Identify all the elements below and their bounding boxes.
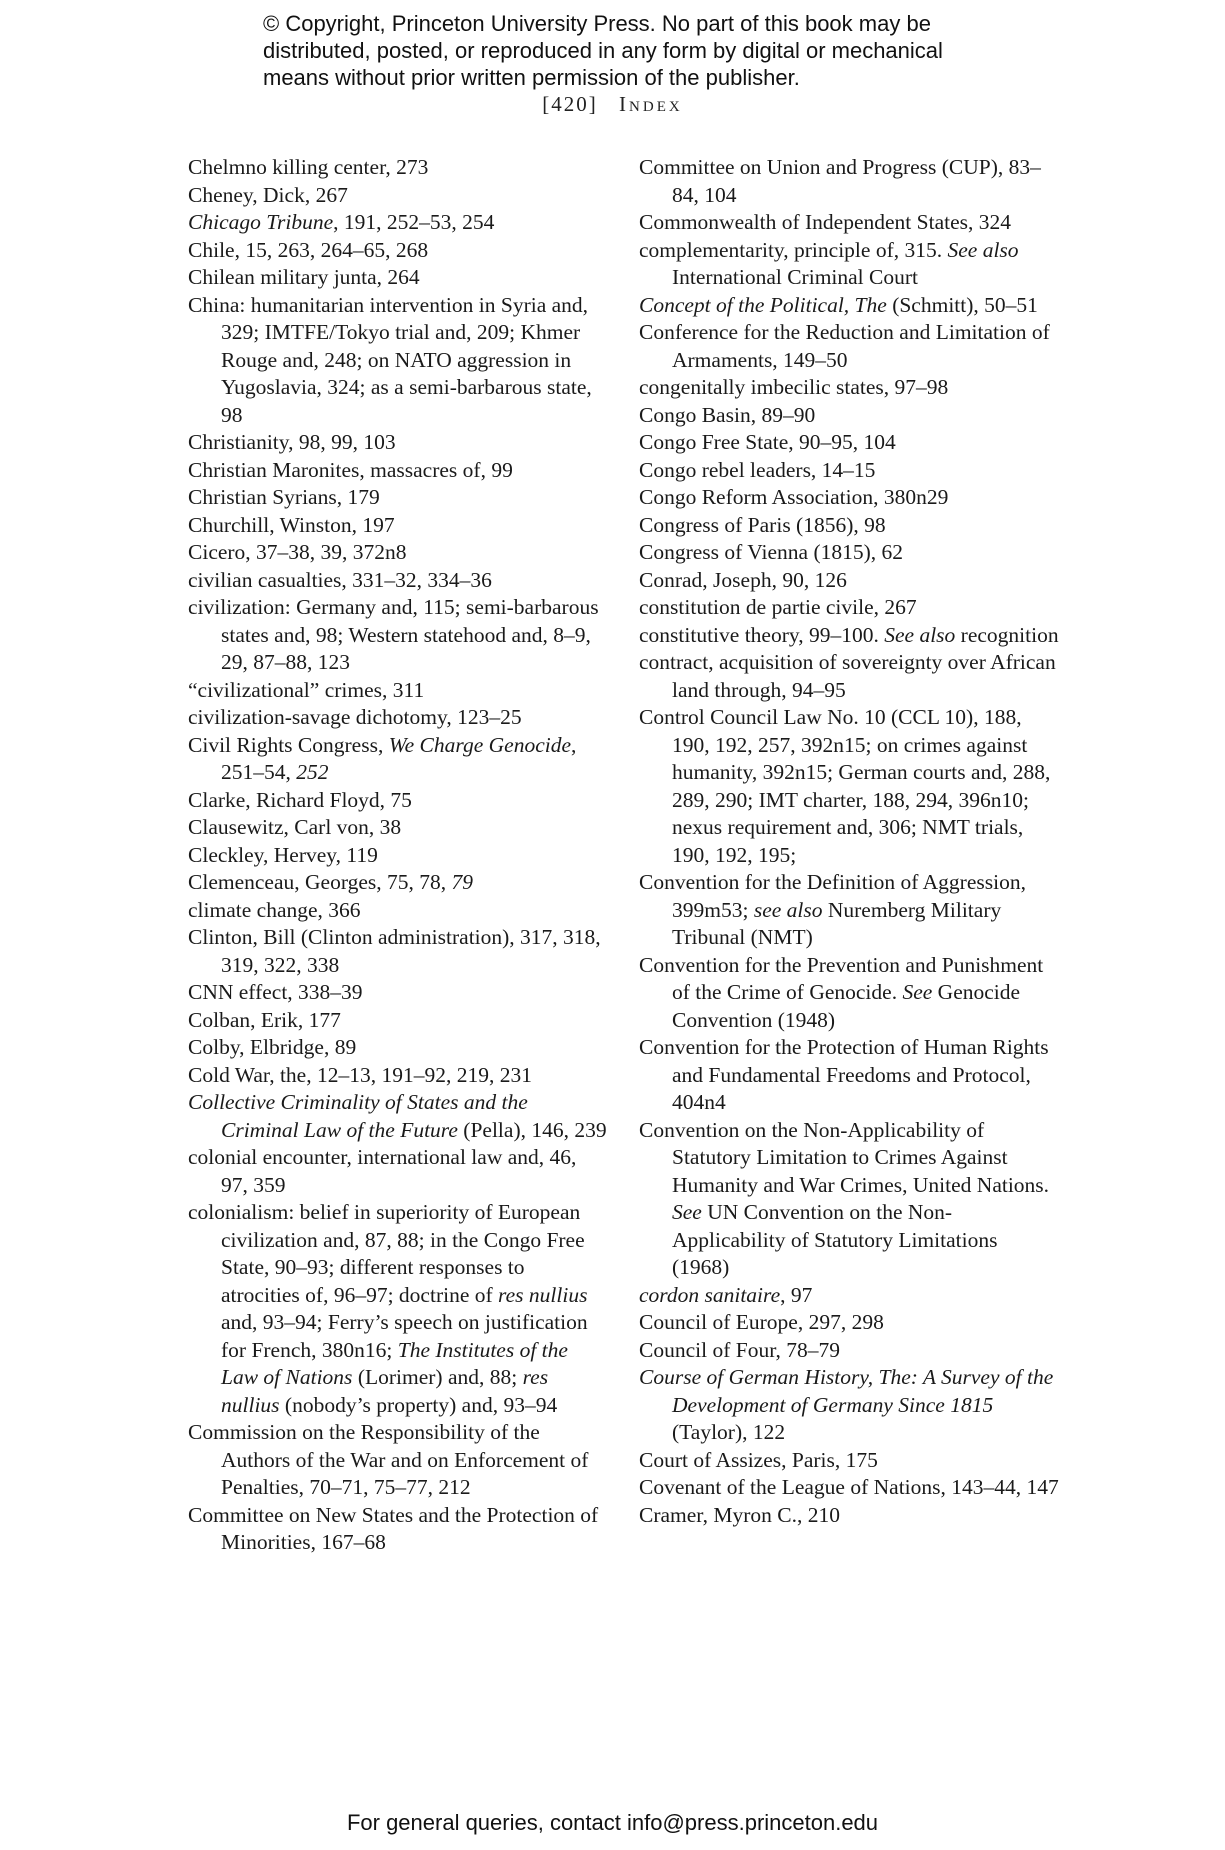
index-entry-text: , 251–54, — [221, 732, 577, 784]
index-entry-text: UN Convention on the Non-Applicability of Statutory Limitations (1968) — [672, 1200, 998, 1279]
index-entry-text: (Schmitt), 50–51 — [886, 292, 1038, 317]
index-entry-text: (Pella), 146, 239 — [457, 1117, 607, 1142]
index-entry — [639, 649, 1059, 704]
index-entry-text: civilization-savage dichotomy, 123–25 — [188, 705, 522, 729]
index-entry-text: Christian Maronites, massacres of, 99 — [188, 457, 513, 482]
index-entry-text: and, 93–94; Ferry’s speech on justification for French, 380n16; — [221, 1310, 588, 1362]
index-entry-text: civilian casualties, 331–32, 334–36 — [188, 567, 492, 592]
index-entry-text: Control Council Law No. 10 (CCL 10), 188, 190, 192, 257, 392n15; on crimes against humanity, 392n15; German courts and, 288, 289, 290; IMT charter, 188, 294, 396n10; nexus requirement and, 306; NMT trials, 190, 192, 195; — [639, 705, 1051, 867]
index-entry-text: Christian Syrians, 179 — [188, 485, 380, 509]
index-entry — [639, 429, 1059, 457]
index-entry — [639, 1447, 1059, 1475]
index-entry — [639, 209, 1059, 237]
footer-contact: For general queries, contact info@press.princeton.edu — [346, 1810, 879, 1835]
index-entry-text: Court of Assizes, Paris, 175 — [639, 1447, 878, 1472]
copyright-notice — [263, 10, 1023, 91]
index-entry-text: colonial encounter, international law and, 46, 97, 359 — [188, 1145, 577, 1197]
index-entry-italic: see also — [753, 897, 823, 922]
index-entry — [639, 1282, 1059, 1310]
index-entry-text: Churchill, Winston, 197 — [188, 512, 395, 537]
index-entry-text: Clarke, Richard Floyd, 75 — [188, 787, 412, 812]
index-entry — [639, 1034, 1059, 1117]
index-entry-italic: Course of German History, The: A Survey of the Development of Germany Since 1815 — [639, 1365, 1054, 1417]
index-entry-text: Cicero, 37–38, 39, 372n8 — [188, 540, 407, 564]
index-entry — [639, 539, 1059, 567]
index-entry-italic: 252 — [296, 760, 329, 784]
index-entry-text: Colban, Erik, 177 — [188, 1007, 341, 1032]
index-entry — [188, 209, 608, 237]
running-head-title: Index — [619, 92, 683, 116]
index-entry-text: Civil Rights Congress, — [188, 732, 389, 757]
index-entry-text: Chile, 15, 263, 264–65, 268 — [188, 237, 429, 262]
index-entry-italic: See — [672, 1200, 702, 1224]
index-entry-text: Committee on New States and the Protection of Minorities, 167–68 — [188, 1502, 599, 1554]
index-entry-text: congenitally imbecilic states, 97–98 — [639, 375, 949, 399]
index-entry — [188, 457, 608, 485]
index-entry-text: colonialism: belief in superiority of European civilization and, 87, 88; in the Congo Free State, 90–93; different responses to atrocities of, 96–97; doctrine of — [188, 1200, 585, 1307]
index-entry — [188, 979, 608, 1007]
index-entry-text: , 97 — [780, 1282, 813, 1307]
page-number: [420] — [542, 92, 598, 116]
index-entry — [639, 1364, 1059, 1447]
index-entry-text: China: humanitarian intervention in Syria and, 329; IMTFE/Tokyo trial and, 209; Khmer Rouge and, 248; on NATO aggression in Yugoslavia, 324; as a semi-barbarous state, 98 — [188, 292, 592, 427]
index-entry-text: Convention on the Non-Applicability of Statutory Limitation to Crimes Against Humanity and War Crimes, United Nations. — [639, 1117, 1050, 1197]
index-entry-text: Commonwealth of Independent States, 324 — [639, 210, 1011, 234]
index-entry-text: Cramer, Myron C., 210 — [639, 1502, 840, 1527]
index-entry-text: Clemenceau, Georges, 75, 78, — [188, 870, 452, 894]
index-entry-text: Congo Reform Association, 380n29 — [639, 485, 949, 509]
index-entry-text: Covenant of the League of Nations, 143–44, 147 — [639, 1475, 1059, 1499]
index-entry-italic: Chicago Tribune — [188, 210, 334, 234]
index-entry-italic: See also — [884, 622, 956, 647]
index-entry — [639, 869, 1059, 952]
index-entry — [188, 182, 608, 210]
index-entry — [188, 567, 608, 595]
index-entry — [639, 594, 1059, 622]
index-entry — [639, 1502, 1059, 1530]
index-entry — [639, 292, 1059, 320]
index-entry — [188, 1034, 608, 1062]
index-entry — [639, 374, 1059, 402]
index-entry — [639, 402, 1059, 430]
index-entry-text: Congo Basin, 89–90 — [639, 402, 816, 427]
index-entry-italic: Concept of the Political, The — [639, 292, 887, 317]
index-entry-text: Conference for the Reduction and Limitation of Armaments, 149–50 — [639, 320, 1050, 372]
index-entry-italic: 79 — [451, 870, 474, 894]
index-entry-italic: res nullius — [498, 1282, 588, 1307]
index-entry-text: Committee on Union and Progress (CUP), 83–84, 104 — [639, 155, 1041, 207]
index-entry-italic: res nullius — [221, 1365, 549, 1417]
index-entry-text: Conrad, Joseph, 90, 126 — [639, 567, 847, 592]
index-entry — [188, 842, 608, 870]
copyright-line: © Copyright, Princeton University Press. No part of this book may be — [263, 11, 931, 36]
index-entry — [639, 457, 1059, 485]
index-entry-italic: See also — [947, 237, 1019, 262]
index-entry-text: Clausewitz, Carl von, 38 — [188, 815, 402, 839]
index-entry — [188, 897, 608, 925]
index-entry — [188, 1199, 608, 1419]
running-head — [0, 92, 1225, 117]
index-entry-text: constitutive theory, 99–100. — [639, 622, 885, 647]
index-entry-text: Commission on the Responsibility of the Authors of the War and on Enforcement of Penalties, 70–71, 75–77, 212 — [188, 1420, 589, 1499]
index-entry-text: constitution de partie civile, 267 — [639, 595, 917, 619]
index-entry — [639, 237, 1059, 292]
index-entry — [188, 594, 608, 677]
index-entry-text: Congress of Vienna (1815), 62 — [639, 540, 904, 564]
index-entry — [188, 1089, 608, 1144]
index-entry-text: Convention for the Protection of Human Rights and Fundamental Freedoms and Protocol, 404n4 — [639, 1035, 1049, 1114]
index-entry — [639, 567, 1059, 595]
index-entry-text: Chelmno killing center, 273 — [188, 155, 429, 179]
index-entry — [639, 319, 1059, 374]
index-entry — [639, 154, 1059, 209]
index-entry-text: “civilizational” crimes, 311 — [188, 677, 425, 702]
index-entry — [639, 1474, 1059, 1502]
index-entry-text: recognition — [955, 622, 1059, 647]
index-entry-text: Genocide Convention (1948) — [672, 980, 1021, 1032]
index-entry — [188, 869, 608, 897]
index-entry — [188, 539, 608, 567]
index-entry-text: CNN effect, 338–39 — [188, 980, 363, 1004]
index-entry — [188, 677, 608, 705]
index-entry-italic: Collective Criminality of States and the Criminal Law of the Future — [188, 1090, 528, 1142]
index-entry-text: (Taylor), 122 — [672, 1420, 786, 1444]
index-entry — [639, 484, 1059, 512]
index-entry-text: Council of Europe, 297, 298 — [639, 1310, 884, 1334]
index-entry — [188, 484, 608, 512]
index-entry — [639, 1309, 1059, 1337]
index-entry-text: climate change, 366 — [188, 897, 361, 922]
index-entry — [188, 787, 608, 815]
index-entry-text: Chilean military junta, 264 — [188, 265, 420, 289]
index-entry — [188, 924, 608, 979]
index-entry-text: complementarity, principle of, 315. — [639, 237, 948, 262]
index-entry — [188, 292, 608, 430]
index-entry — [188, 237, 608, 265]
index-entry-text: Cleckley, Hervey, 119 — [188, 842, 378, 867]
index-entry-text: Convention for the Definition of Aggression, 399m53; — [639, 870, 1026, 922]
index-entry — [188, 429, 608, 457]
index-entry-italic: See — [902, 980, 933, 1004]
index-entry-text: Congo Free State, 90–95, 104 — [639, 430, 896, 454]
index-entry-text: International Criminal Court — [672, 265, 919, 289]
index-entry — [639, 952, 1059, 1035]
index-entry — [639, 622, 1059, 650]
index-entry — [639, 1117, 1059, 1282]
index-entry — [188, 1144, 608, 1199]
index-entry-text: contract, acquisition of sovereignty over African land through, 94–95 — [639, 650, 1056, 702]
index-entry-text: (Lorimer) and, 88; — [352, 1365, 523, 1389]
index-entry — [639, 512, 1059, 540]
index-entry — [188, 732, 608, 787]
index-entry-text: Convention for the Prevention and Punishment of the Crime of Genocide. — [639, 952, 1044, 1004]
index-entry — [188, 1502, 608, 1557]
index-entry-italic: We Charge Genocide — [388, 732, 572, 757]
copyright-line: distributed, posted, or reproduced in any form by digital or mechanical — [263, 38, 943, 63]
index-entry-text: (nobody’s property) and, 93–94 — [279, 1392, 558, 1417]
index-entry — [188, 264, 608, 292]
index-entry-text: Cheney, Dick, 267 — [188, 182, 348, 207]
index-entry-text: Christianity, 98, 99, 103 — [188, 430, 396, 454]
index-column-left — [188, 154, 608, 1557]
index-entry-text: Cold War, the, 12–13, 191–92, 219, 231 — [188, 1062, 532, 1087]
index-entry — [639, 704, 1059, 869]
index-entry — [188, 154, 608, 182]
index-entry-text: Congress of Paris (1856), 98 — [639, 512, 886, 537]
index-entry-text: Council of Four, 78–79 — [639, 1337, 840, 1362]
index-entry-text: Congo rebel leaders, 14–15 — [639, 457, 876, 482]
index-column-right — [639, 154, 1059, 1529]
index-entry — [188, 1062, 608, 1090]
index-entry — [188, 512, 608, 540]
index-entry — [188, 1007, 608, 1035]
copyright-line: means without prior written permission of the publisher. — [263, 65, 800, 90]
index-entry-text: , 191, 252–53, 254 — [333, 210, 495, 234]
index-entry — [639, 1337, 1059, 1365]
index-entry-text: Nuremberg Military Tribunal (NMT) — [672, 897, 1002, 949]
index-entry-text: Colby, Elbridge, 89 — [188, 1035, 357, 1059]
index-entry — [188, 704, 608, 732]
index-entry-italic: The Institutes of the Law of Nations — [221, 1337, 568, 1389]
index-entry-text: civilization: Germany and, 115; semi-barbarous states and, 98; Western statehood and, 8–9, 29, 87–88, 123 — [188, 595, 599, 674]
index-entry-text: Clinton, Bill (Clinton administration), 317, 318, 319, 322, 338 — [188, 925, 601, 977]
index-entry — [188, 814, 608, 842]
index-entry-italic: cordon sanitaire — [639, 1282, 781, 1307]
index-entry — [188, 1419, 608, 1502]
